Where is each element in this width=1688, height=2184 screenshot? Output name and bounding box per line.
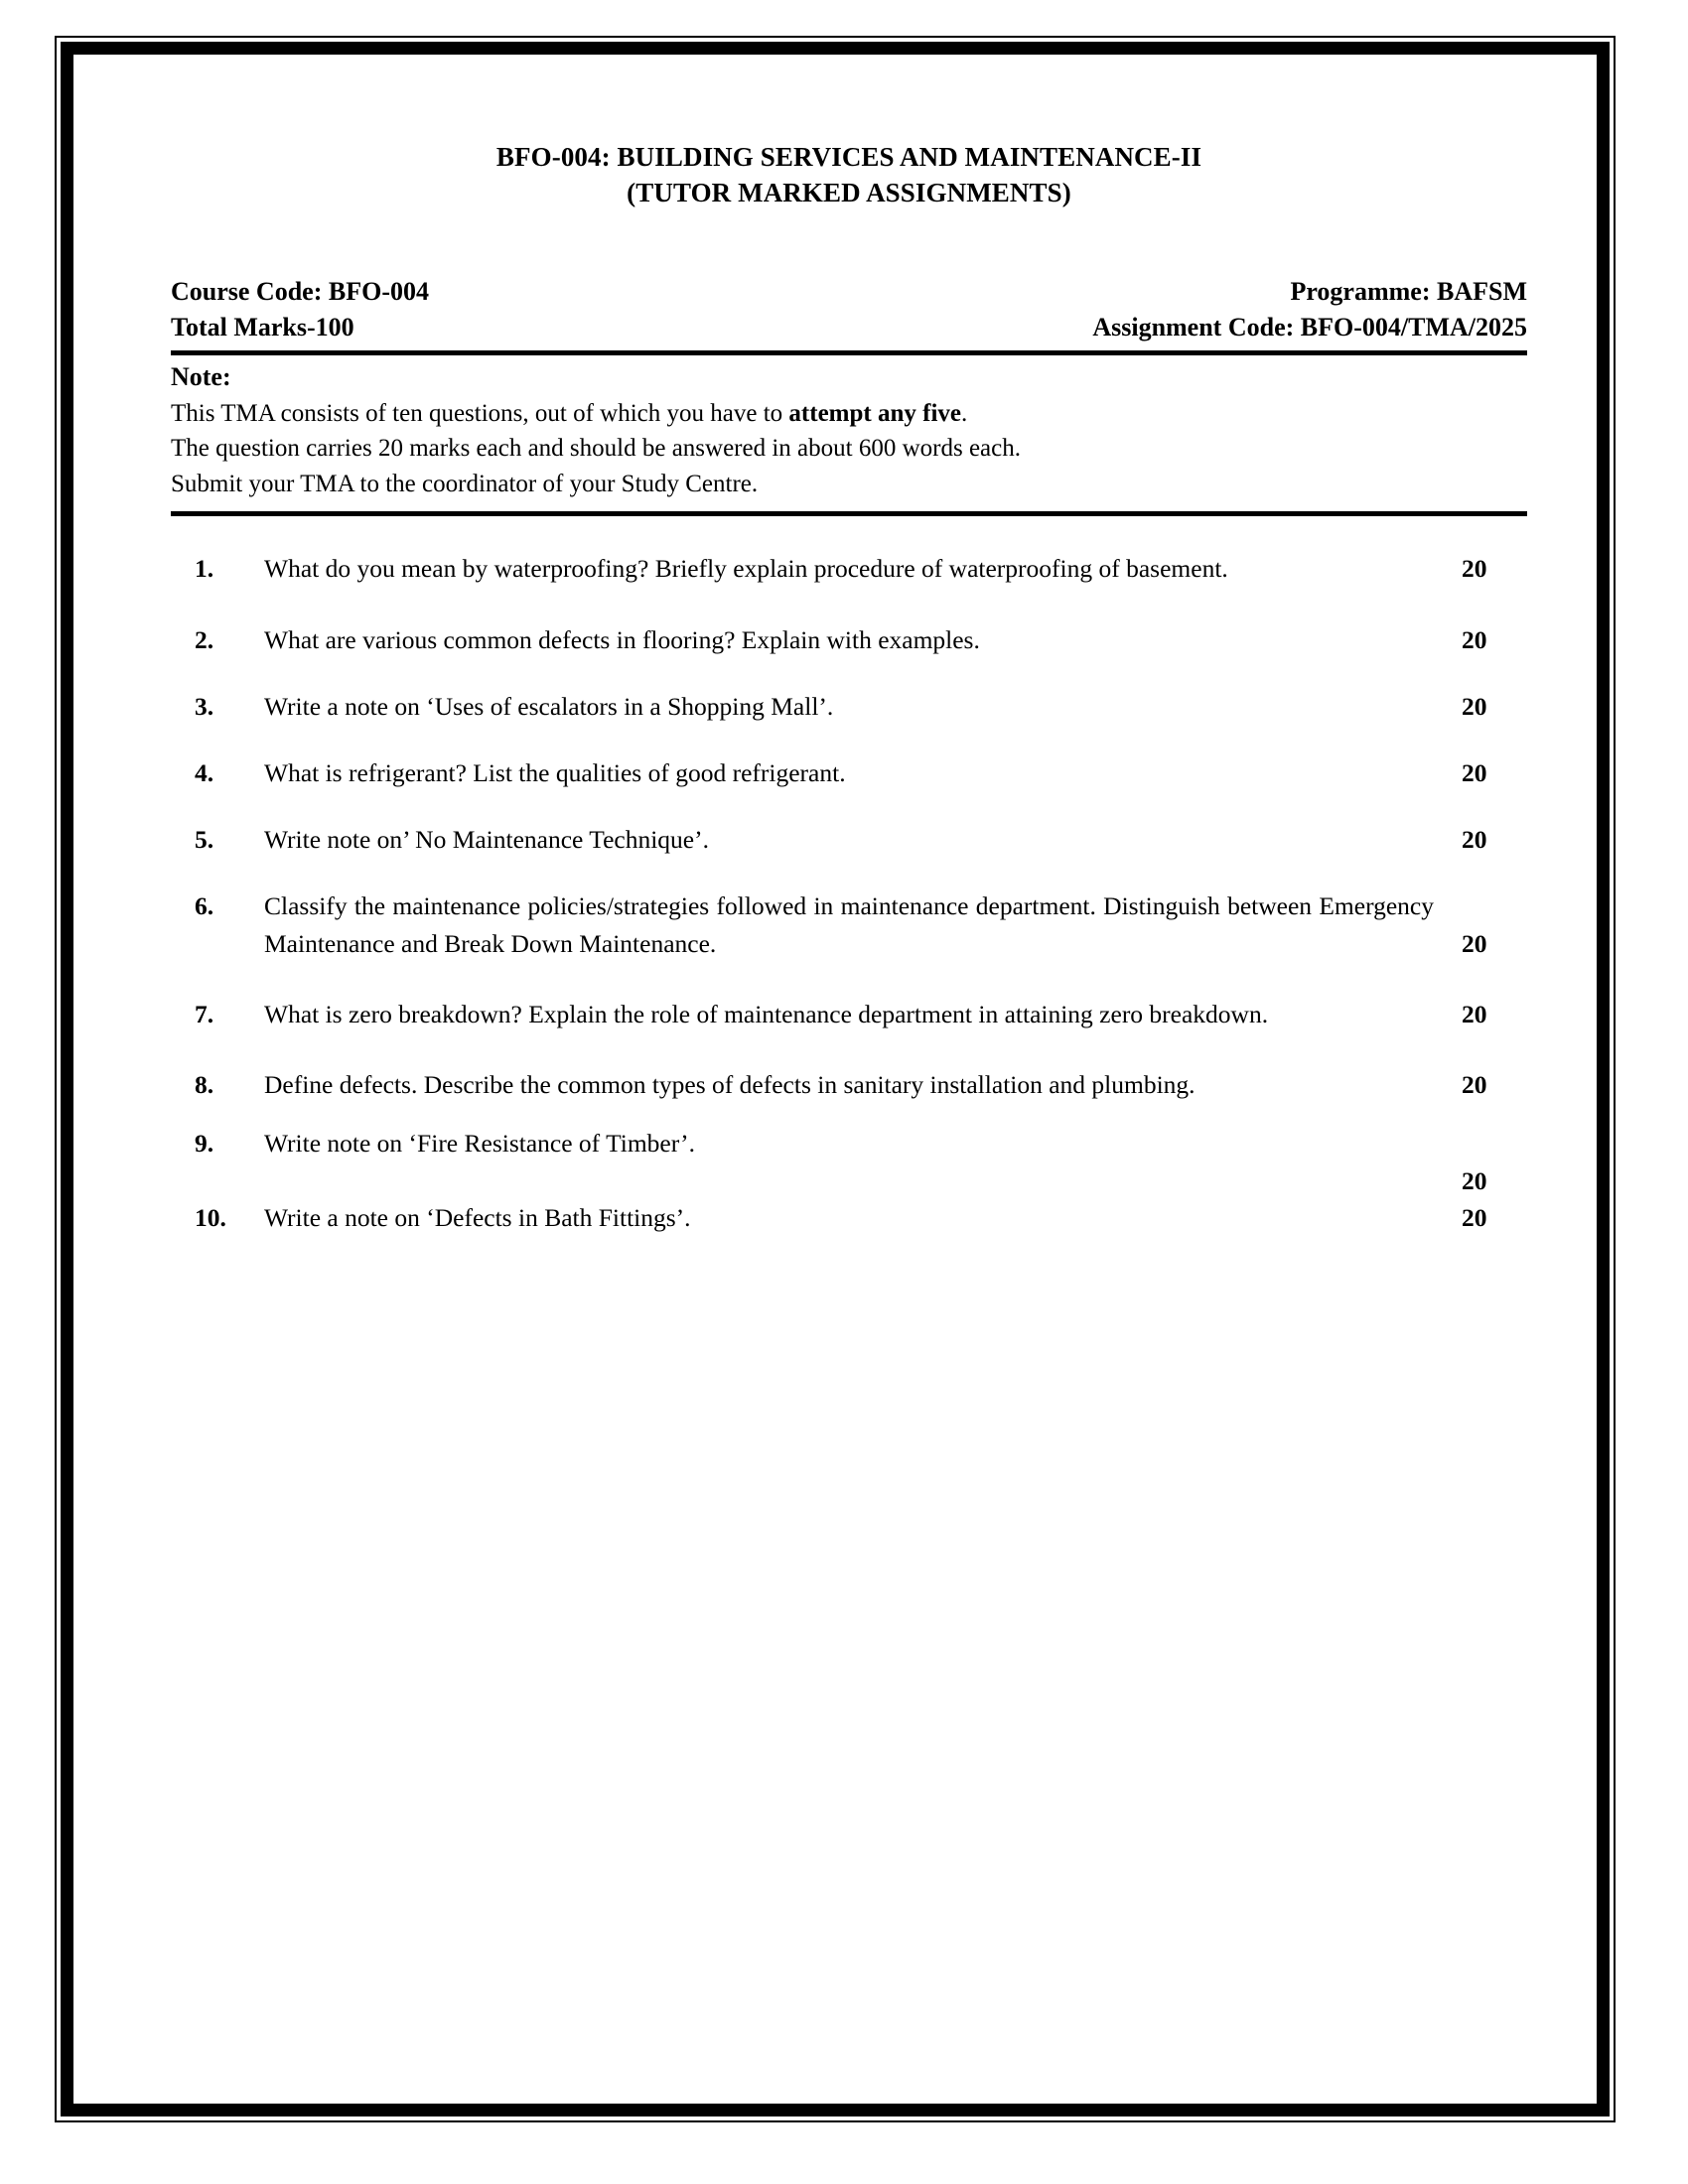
question-marks: 20 <box>1462 999 1487 1028</box>
question-number: 5. <box>195 825 214 855</box>
question-item-3 <box>195 688 1527 725</box>
question-spacer <box>195 858 1527 887</box>
marks-row-spacer <box>195 1162 1462 1199</box>
question-spacer <box>195 1032 1527 1066</box>
page-content <box>73 55 1597 2104</box>
question-text: Classify the maintenance policies/strategies followed in maintenance department. Distinguish between Emergency Maintenance and Break Down Maintenance. <box>264 891 1434 958</box>
note-line-3: Submit your TMA to the coordinator of your Study Centre. <box>171 470 759 497</box>
question-item-7 <box>195 996 1527 1032</box>
question-number: 8. <box>195 1070 214 1100</box>
question-spacer <box>195 588 1527 621</box>
question-text: Write note on’ No Maintenance Technique’. <box>264 825 709 855</box>
question-item-9 <box>195 1125 1527 1161</box>
course-meta-block <box>171 274 1527 344</box>
note-line-2: The question carries 20 marks each and should be answered in about 600 words each. <box>171 435 1021 463</box>
question-marks: 20 <box>1462 825 1487 855</box>
programme: Programme: BAFSM <box>1290 277 1527 307</box>
question-text: What is refrigerant? List the qualities of good refrigerant. <box>264 758 846 788</box>
question-text: Write a note on ‘Uses of escalators in a Shopping Mall’. <box>264 691 834 721</box>
note-line-1-emphasis: attempt any five <box>788 399 961 427</box>
question-marks: 20 <box>1462 928 1487 958</box>
question-spacer <box>195 725 1527 754</box>
question-spacer <box>195 962 1527 996</box>
question-number: 9. <box>195 1129 214 1159</box>
meta-row-course <box>171 274 1527 309</box>
question-spacer <box>195 658 1527 688</box>
question-number: 3. <box>195 691 214 721</box>
question-item-2 <box>195 621 1527 658</box>
note-line-1-prefix: This TMA consists of ten questions, out of which you have to <box>171 399 789 427</box>
question-item-4 <box>195 754 1527 791</box>
assignment-code: Assignment Code: BFO-004/TMA/2025 <box>1092 312 1527 341</box>
title-line-2: (TUTOR MARKED ASSIGNMENTS) <box>627 177 1071 207</box>
question-item-1 <box>195 550 1527 587</box>
question-text: Define defects. Describe the common types of defects in sanitary installation and plumbing. <box>264 1070 1196 1100</box>
note-block <box>171 355 1527 501</box>
meta-row-marks <box>171 310 1527 344</box>
question-number: 4. <box>195 758 214 788</box>
question-text: What do you mean by waterproofing? Briefly explain procedure of waterproofing of basement. <box>264 554 1228 584</box>
question-item-6 <box>195 887 1527 961</box>
page-border-outer <box>55 36 1616 2122</box>
page-title <box>171 140 1527 210</box>
question-9-marks-row <box>195 1162 1527 1199</box>
question-number: 7. <box>195 999 214 1028</box>
question-number: 10. <box>195 1202 226 1232</box>
note-line-1 <box>171 396 1527 432</box>
question-text: Write a note on ‘Defects in Bath Fittings’. <box>264 1202 691 1232</box>
question-number: 6. <box>195 891 214 921</box>
question-number: 1. <box>195 554 214 584</box>
title-line-1: BFO-004: BUILDING SERVICES AND MAINTENANCE-II <box>495 142 1202 172</box>
question-text: What is zero breakdown? Explain the role of maintenance department in attaining zero breakdown. <box>264 999 1269 1028</box>
question-number: 2. <box>195 624 214 654</box>
question-marks: 20 <box>1462 1202 1487 1232</box>
question-text: Write note on ‘Fire Resistance of Timber’. <box>264 1129 696 1159</box>
question-marks: 20 <box>1462 1165 1487 1195</box>
question-marks: 20 <box>1462 691 1487 721</box>
note-line-1-suffix: . <box>961 399 968 427</box>
question-marks: 20 <box>1462 1070 1487 1100</box>
divider-rule-bottom <box>171 511 1527 516</box>
question-marks: 20 <box>1462 624 1487 654</box>
questions-list <box>171 550 1527 1236</box>
note-heading: Note: <box>171 361 231 391</box>
question-item-10 <box>195 1199 1527 1236</box>
question-marks: 20 <box>1462 758 1487 788</box>
page-border-inner <box>61 42 1610 2116</box>
course-code: Course Code: BFO-004 <box>171 277 429 307</box>
question-item-8 <box>195 1066 1527 1103</box>
question-spacer <box>195 791 1527 821</box>
question-text: What are various common defects in flooring? Explain with examples. <box>264 624 980 654</box>
total-marks: Total Marks-100 <box>171 312 354 341</box>
question-item-5 <box>195 821 1527 858</box>
question-spacer <box>195 1103 1527 1125</box>
question-marks: 20 <box>1462 554 1487 584</box>
